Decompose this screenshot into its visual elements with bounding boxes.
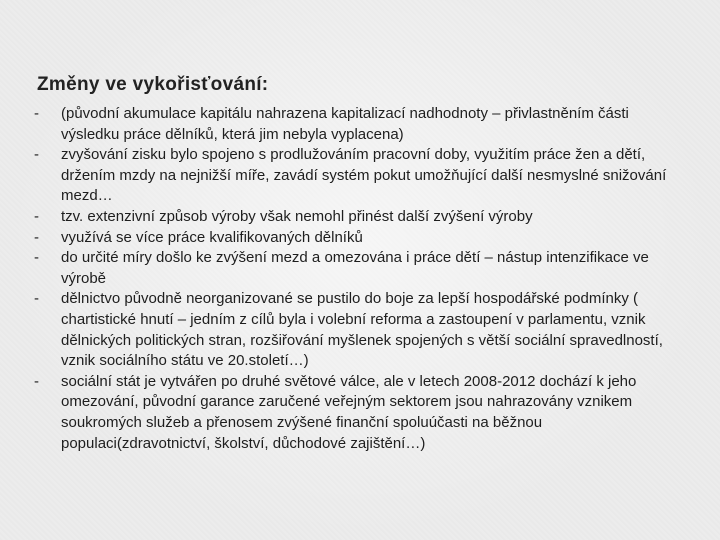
bullet-text: dělnictvo původně neorganizované se pustilo do boje za lepší hospodářské podmínky ( chartistické hnutí – jedním z cílů byla i volební reforma a zastoupení v parlamentu, vznik dělnických politických stran, rozšiřování myšlenek spojených s větší sociální spravedlností, vznik sociálního státu ve 20.století…) xyxy=(61,290,663,370)
bullet-text: do určité míry došlo ke zvýšení mezd a omezována i práce dětí – nástup intenzifikace ve výrobě xyxy=(61,249,649,287)
bullet-text: využívá se více práce kvalifikovaných dělníků xyxy=(61,228,363,246)
bullet-item xyxy=(34,372,684,454)
bullet-dash: - xyxy=(34,228,39,246)
bullet-item xyxy=(34,248,684,289)
bullet-text: sociální stát je vytvářen po druhé světové válce, ale v letech 2008-2012 dochází k jeho omezování, původní garance zaručené veřejným sektorem jsou nahrazovány vznikem soukromých služeb a přenosem zvýšené finanční spoluúčasti na běžnou populaci(zdravotnictví, školství, důchodové zajištění…) xyxy=(61,372,637,452)
bullet-dash: - xyxy=(34,372,39,390)
bullet-item xyxy=(34,289,684,371)
bullet-item xyxy=(34,228,684,249)
bullet-text: zvyšování zisku bylo spojeno s prodlužováním pracovní doby, využitím práce žen a dětí, držením mzdy na nejnižší míře, zavádí systém pokut umožňující další nesmyslné snižování mezd… xyxy=(61,146,667,205)
bullet-dash: - xyxy=(34,290,39,308)
slide-title: Změny ve vykořisťování: xyxy=(37,74,269,95)
bullet-dash: - xyxy=(34,207,39,225)
bullet-dash: - xyxy=(34,146,39,164)
bullet-dash: - xyxy=(34,105,39,122)
bullet-list xyxy=(34,104,684,454)
bullet-item xyxy=(34,104,684,145)
bullet-text: tzv. extenzivní způsob výroby však nemohl přinést další zvýšení výroby xyxy=(61,207,533,225)
bullet-item xyxy=(34,145,684,207)
bullet-text: (původní akumulace kapitálu nahrazena kapitalizací nadhodnoty – přivlastněním části výsledku práce dělníků, která jim nebyla vyplacena) xyxy=(61,105,629,143)
bullet-item xyxy=(34,207,684,228)
bullet-dash: - xyxy=(34,249,39,267)
